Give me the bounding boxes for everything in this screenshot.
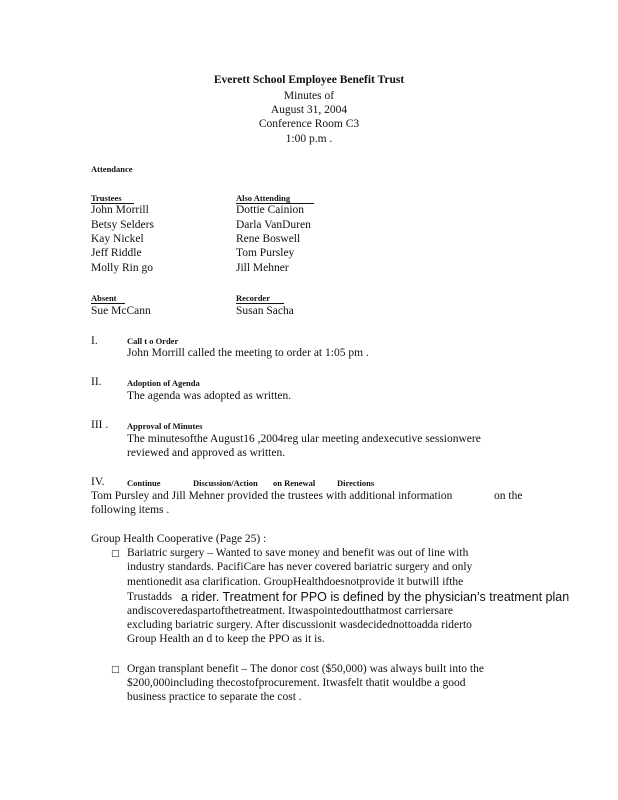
attendee-name: Tom Pursley	[236, 247, 295, 259]
meeting-date: August 31, 2004	[270, 104, 348, 116]
section-number: II.	[91, 376, 102, 388]
ghc-heading: Group Health Cooperative (Page 25) :	[91, 533, 267, 545]
bullet-line: Trustadds	[127, 591, 172, 603]
section-body: on the	[494, 490, 523, 502]
document-title: Everett School Employee Benefit Trust	[213, 74, 405, 86]
meeting-location: Conference Room C3	[258, 118, 360, 130]
recorder-heading: Recorder	[236, 293, 284, 304]
section-number: I.	[91, 335, 98, 347]
section-body: The minutesofthe August16 ,2004reg ular meeting andexecutive sessionwere	[127, 433, 481, 445]
trustee-name: Betsy Selders	[91, 219, 154, 231]
section-body: The agenda was adopted as written.	[127, 390, 292, 402]
attendance-heading: Attendance	[91, 164, 133, 174]
trustee-name: Jeff Riddle	[91, 247, 142, 259]
recorder-name: Susan Sacha	[236, 305, 294, 317]
section-body: reviewed and approved as written.	[127, 447, 286, 459]
bullet-line: a rider. Treatment for PPO is defined by the physician’s treatment plan	[181, 590, 570, 604]
section-title: on Renewal	[273, 478, 316, 488]
checkbox-bullet-icon: □	[111, 549, 120, 559]
section-body: John Morrill called the meeting to order at 1:05 pm .	[127, 347, 369, 359]
section-title: Approval of Minutes	[127, 421, 203, 431]
trustees-heading: Trustees	[91, 193, 134, 204]
bullet-line: Group Health an d to keep the PPO as it is.	[127, 633, 325, 645]
section-number: III .	[91, 419, 109, 431]
section-title: Call t o Order	[127, 336, 179, 346]
attendee-name: Jill Mehner	[236, 262, 289, 274]
checkbox-bullet-icon: □	[111, 665, 120, 675]
attendee-name: Darla VanDuren	[236, 219, 311, 231]
section-title: Directions	[337, 478, 375, 488]
absent-name: Sue McCann	[91, 305, 151, 317]
bullet-line: mentionedit asa clarification. GroupHealthdoesnotprovide it butwill ifthe	[127, 576, 464, 588]
bullet-line: $200,000including thecostofprocurement. Itwasfelt thatit wouldbe a good	[127, 677, 466, 689]
absent-heading: Absent	[91, 293, 125, 304]
section-title: Discussion/Action	[193, 478, 258, 488]
section-title: Adoption of Agenda	[127, 378, 200, 388]
bullet-line: business practice to separate the cost .	[127, 691, 302, 703]
meeting-time: 1:00 p.m .	[285, 133, 333, 145]
trustee-name: Kay Nickel	[91, 233, 144, 245]
section-title: Continue	[127, 478, 161, 488]
section-number: IV.	[91, 476, 105, 488]
bullet-line: Bariatric surgery – Wanted to save money and benefit was out of line with	[127, 547, 469, 559]
subtitle-minutes: Minutes of	[283, 90, 335, 102]
bullet-line: Organ transplant benefit – The donor cost ($50,000) was always built into the	[127, 663, 484, 675]
bullet-line: industry standards. PacifiCare has never covered bariatric surgery and only	[127, 561, 473, 573]
attendee-name: Dottie Cainion	[236, 204, 305, 216]
attendee-name: Rene Boswell	[236, 233, 301, 245]
trustee-name: Molly Rin go	[91, 262, 153, 274]
also-attending-heading: Also Attending	[236, 193, 314, 204]
bullet-line: andiscoveredaspartofthetreatment. Itwaspointedoutthatmost carriersare	[127, 605, 454, 617]
bullet-line: excluding bariatric surgery. After discussionit wasdecidednottoadda riderto	[127, 619, 472, 631]
trustee-name: John Morrill	[91, 204, 149, 216]
section-body: following items .	[91, 504, 170, 516]
section-body: Tom Pursley and Jill Mehner provided the trustees with additional information	[91, 490, 453, 502]
